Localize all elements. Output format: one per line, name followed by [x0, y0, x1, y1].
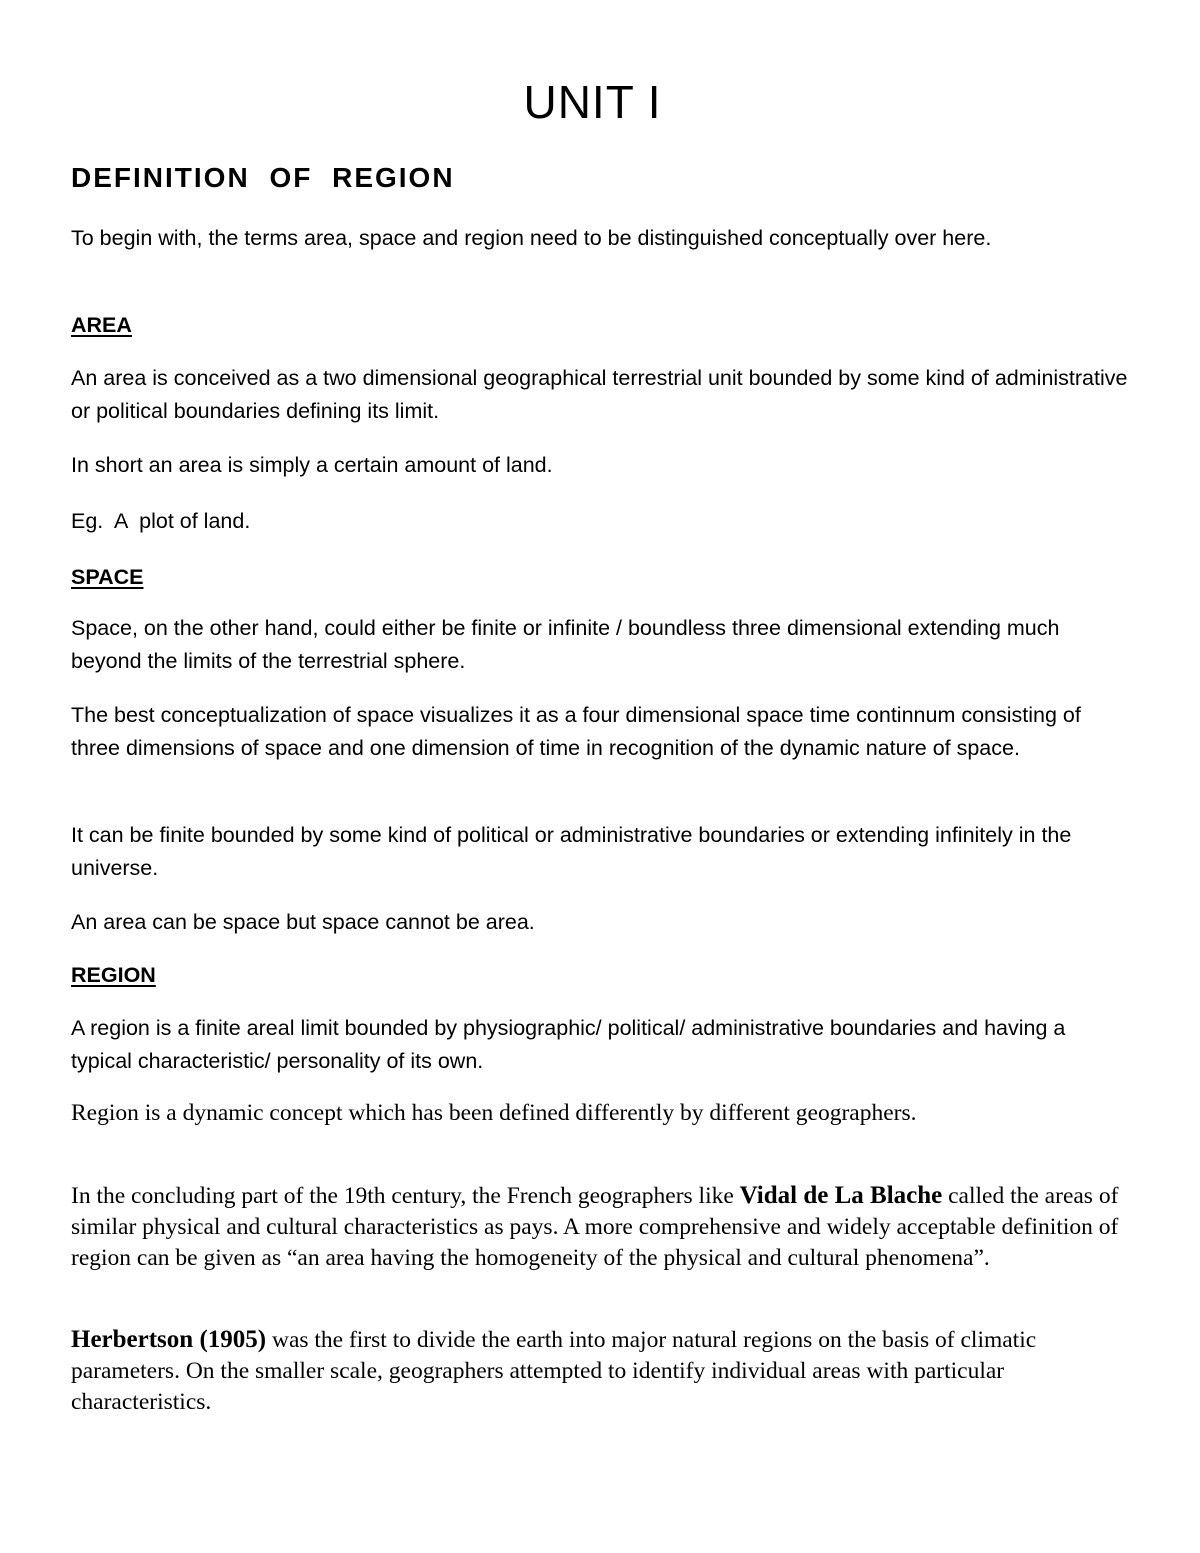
area-paragraph-2: In short an area is simply a certain amount of land. — [71, 453, 553, 477]
space-paragraph-3: It can be finite bounded by some kind of political or administrative boundaries or extending infinitely in the universe. — [71, 823, 1072, 880]
space-paragraph-4: An area can be space but space cannot be area. — [71, 910, 535, 934]
vidal-de-la-blache-name: Vidal de La Blache — [739, 1182, 943, 1209]
region-paragraph-3-tail: called the areas of similar physical and cultural characteristics as pays. A more comprehensive and widely acceptable definition of region can be given as “an area having the homogeneity of the physical and cultural phenomena”. — [71, 1183, 1119, 1271]
region-paragraph-4-tail: was the first to divide the earth into major natural regions on the basis of climatic parameters. On the smaller scale, geographers attempted to identify individual areas with particular characteristics. — [71, 1327, 1037, 1415]
intro-paragraph: To begin with, the terms area, space and region need to be distinguished conceptually over here. — [71, 226, 992, 250]
region-paragraph-3 — [71, 1180, 1131, 1274]
unit-title: UNIT I — [523, 76, 662, 128]
area-heading: AREA — [71, 313, 132, 337]
main-heading: DEFINITION OF REGION — [71, 162, 455, 193]
space-paragraph-1: Space, on the other hand, could either be finite or infinite / boundless three dimensional extending much beyond the limits of the terrestrial sphere. — [71, 616, 1060, 673]
herbertson-name: Herbertson (1905) — [71, 1326, 267, 1353]
area-paragraph-3: Eg. A plot of land. — [71, 509, 251, 533]
space-heading: SPACE — [71, 565, 144, 589]
region-paragraph-3-lead: In the concluding part of the 19th century, the French geographers like — [71, 1183, 740, 1209]
region-paragraph-4 — [71, 1324, 1131, 1418]
region-paragraph-2: Region is a dynamic concept which has been defined differently by different geographers. — [71, 1100, 917, 1126]
area-paragraph-1: An area is conceived as a two dimensional geographical terrestrial unit bounded by some kind of administrative or political boundaries defining its limit. — [71, 366, 1128, 423]
region-heading: REGION — [71, 963, 156, 987]
space-paragraph-2: The best conceptualization of space visualizes it as a four dimensional space time continnum consisting of three dimensions of space and one dimension of time in recognition of the dynamic nature of space. — [71, 703, 1081, 760]
region-paragraph-1: A region is a finite areal limit bounded by physiographic/ political/ administrative boundaries and having a typical characteristic/ personality of its own. — [71, 1016, 1066, 1073]
